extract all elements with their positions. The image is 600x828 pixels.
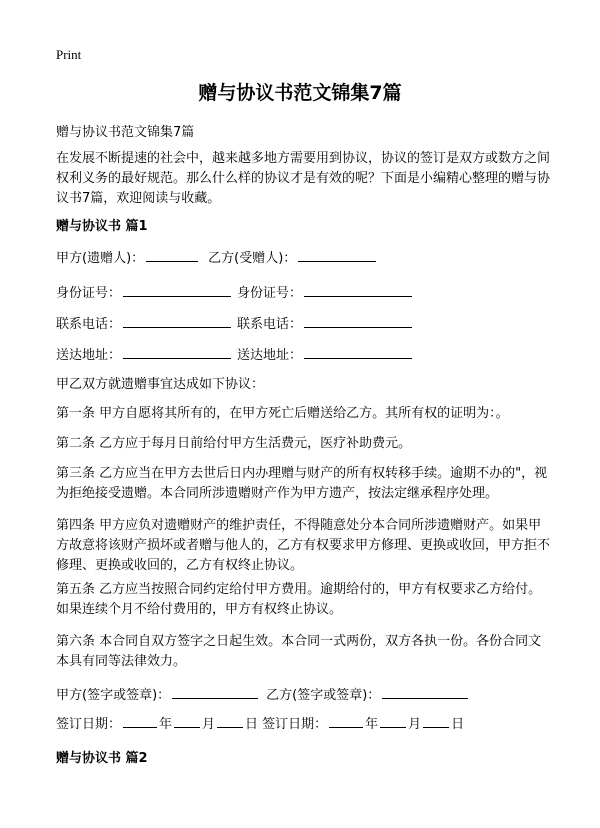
id-blank-b [304, 282, 412, 297]
phone-blank-b [304, 313, 412, 328]
date-b-month-blank [380, 713, 406, 728]
article-3: 第三条 乙方应当在甲方去世后日内办理赠与财产的所有权转移手续。逾期不办的"，视为拒绝接受遗赠。本合同所涉遗赠财产作为甲方遗产，按法定继承程序处理。 [56, 466, 548, 501]
address-blank-b [304, 344, 412, 359]
address-line [56, 344, 414, 365]
date-b-year: 年 [365, 717, 379, 732]
article-6: 第六条 本合同自双方签字之日起生效。本合同一式两份，双方各执一份。各份合同文本具有同等法律效力。 [56, 634, 542, 669]
signature-line [56, 684, 470, 705]
date-line [56, 713, 464, 734]
document-title: 赠与协议书范文锦集7篇 [198, 82, 402, 104]
signature-b-blank [382, 684, 468, 699]
id-label-a: 身份证号： [56, 286, 122, 301]
date-b-year-blank [329, 713, 363, 728]
signature-b-label: 乙方(签字或签章)： [266, 688, 381, 703]
date-a-month: 月 [202, 717, 216, 732]
party-a-blank [146, 247, 198, 262]
id-blank-a [123, 282, 231, 297]
article-5: 第五条 乙方应当按照合同约定给付甲方费用。逾期给付的，甲方有权要求乙方给付。如果连续个月不给付费用的，甲方有权终止协议。 [56, 582, 542, 617]
date-b-day-blank [423, 713, 449, 728]
date-a-label: 签订日期： [56, 717, 122, 732]
party-a-label: 甲方(遗赠人)： [56, 251, 145, 266]
party-line [56, 247, 378, 268]
phone-label-a: 联系电话： [56, 317, 122, 332]
date-a-day: 日 [245, 717, 259, 732]
date-a-month-blank [174, 713, 200, 728]
date-a-year-blank [123, 713, 157, 728]
signature-a-label: 甲方(签字或签章)： [56, 688, 171, 703]
article-2: 第二条 乙方应于每月日前给付甲方生活费元，医疗补助费元。 [56, 436, 412, 451]
address-label-b: 送达地址： [237, 348, 303, 363]
phone-line [56, 313, 414, 334]
address-label-a: 送达地址： [56, 348, 122, 363]
date-a-year: 年 [159, 717, 173, 732]
phone-label-b: 联系电话： [237, 317, 303, 332]
article-1: 第一条 甲方自愿将其所有的，在甲方死亡后赠送给乙方。其所有权的证明为：。 [56, 406, 509, 421]
id-label-b: 身份证号： [237, 286, 303, 301]
section-2-heading: 赠与协议书 篇2 [56, 751, 148, 766]
party-b-blank [298, 247, 376, 262]
id-line [56, 282, 414, 303]
section-1-heading: 赠与协议书 篇1 [56, 219, 148, 234]
document-subtitle: 赠与协议书范文锦集7篇 [56, 125, 195, 140]
date-a-day-blank [217, 713, 243, 728]
address-blank-a [123, 344, 231, 359]
date-b-label: 签订日期： [262, 717, 328, 732]
party-b-label: 乙方(受赠人)： [208, 251, 297, 266]
date-b-month: 月 [408, 717, 422, 732]
intro-paragraph: 在发展不断提速的社会中，越来越多地方需要用到协议，协议的签订是双方或数方之间权利义务的最好规范。那么什么样的协议才是有效的呢？下面是小编精心整理的赠与协议书7篇，欢迎阅读与收藏。 [56, 151, 551, 206]
phone-blank-a [123, 313, 231, 328]
date-b-day: 日 [451, 717, 465, 732]
article-4: 第四条 甲方应负对遗赠财产的维护责任，不得随意处分本合同所涉遗赠财产。如果甲方故意将该财产损坏或者赠与他人的，乙方有权要求甲方修理、更换或收回，甲方拒不修理、更换或收回的，乙方有权终止协议。 [56, 518, 551, 573]
signature-a-blank [172, 684, 258, 699]
agreement-intro: 甲乙双方就遗赠事宜达成如下协议： [56, 377, 265, 392]
print-label: Print [56, 47, 82, 62]
